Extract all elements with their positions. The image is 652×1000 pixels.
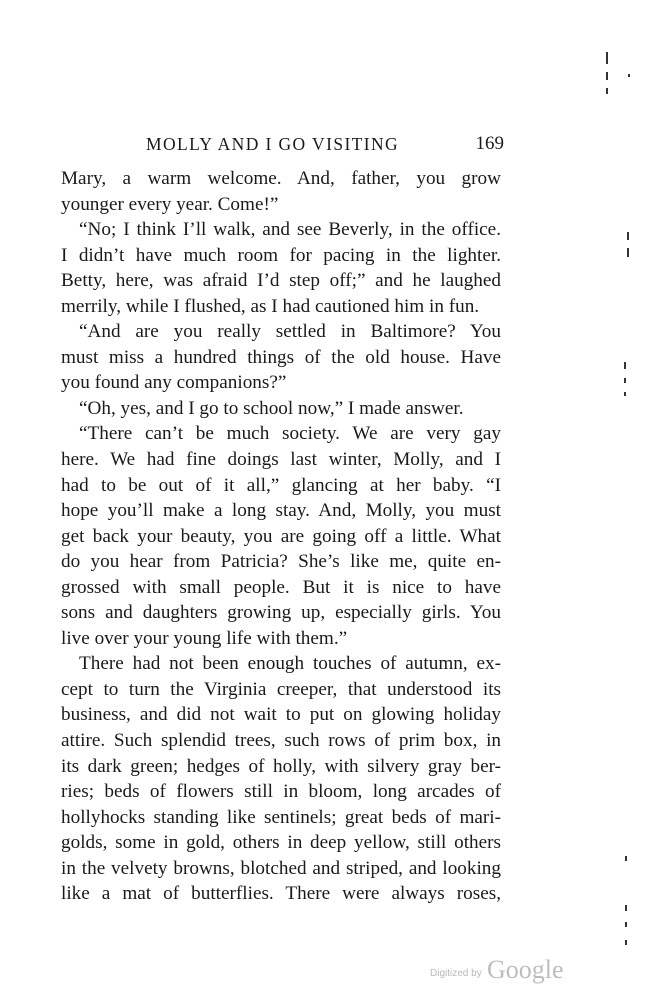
text-line: its dark green; hedges of holly, with silvery gray ber- bbox=[61, 755, 501, 777]
text-line: in the velvety browns, blotched and striped, and looking bbox=[61, 857, 501, 879]
text-line: younger every year. Come!” bbox=[61, 193, 279, 215]
body-text bbox=[61, 166, 501, 907]
text-line: There had not been enough touches of autumn, ex- bbox=[79, 653, 501, 675]
text-line: Mary, a warm welcome. And, father, you grow bbox=[61, 168, 501, 189]
page-number: 169 bbox=[475, 133, 504, 154]
text-line: hope you’ll make a long stay. And, Molly, you must bbox=[61, 500, 501, 522]
scan-edge-mark bbox=[624, 378, 626, 383]
scan-edge-mark bbox=[625, 940, 627, 945]
text-line: hollyhocks standing like sentinels; great beds of mari- bbox=[61, 806, 501, 828]
text-line: business, and did not wait to put on glowing holiday bbox=[61, 704, 501, 726]
text-line: I didn’t have much room for pacing in the lighter. bbox=[61, 244, 501, 266]
scan-edge-mark bbox=[625, 922, 627, 927]
text-line: golds, some in gold, others in deep yellow, still others bbox=[61, 832, 501, 854]
text-line: ries; beds of flowers still in bloom, long arcades of bbox=[61, 781, 501, 803]
scan-edge-mark bbox=[628, 74, 630, 77]
text-line: do you hear from Patricia? She’s like me, quite en- bbox=[61, 551, 501, 573]
scan-edge-mark bbox=[625, 856, 627, 861]
scan-edge-mark bbox=[606, 88, 608, 94]
text-line: had to be out of it all,” glancing at her baby. “I bbox=[61, 474, 501, 496]
text-line: attire. Such splendid trees, such rows of prim box, in bbox=[61, 730, 501, 752]
text-line: cept to turn the Virginia creeper, that understood its bbox=[61, 678, 501, 700]
page-header bbox=[96, 130, 504, 158]
text-line: “Oh, yes, and I go to school now,” I made answer. bbox=[79, 397, 464, 419]
running-title: MOLLY AND I GO VISITING bbox=[146, 134, 400, 154]
text-line: “There can’t be much society. We are very gay bbox=[79, 423, 501, 445]
scan-edge-mark bbox=[624, 392, 626, 396]
text-line: like a mat of butterflies. There were always roses, bbox=[61, 883, 501, 905]
scan-edge-mark bbox=[627, 248, 629, 257]
scan-edge-mark bbox=[606, 52, 608, 64]
text-line: get back your beauty, you are going off a little. What bbox=[61, 525, 501, 547]
text-line: “No; I think I’ll walk, and see Beverly, in the office. bbox=[79, 219, 501, 241]
digitized-by-google-watermark bbox=[425, 955, 575, 989]
watermark-prefix: Digitized by bbox=[430, 968, 482, 979]
text-line: you found any companions?” bbox=[61, 372, 287, 394]
scan-edge-mark bbox=[627, 232, 629, 240]
watermark-brand: Google bbox=[487, 955, 564, 984]
text-line: Betty, here, was afraid I’d step off;” and he laughed bbox=[61, 270, 501, 292]
text-line: grossed with small people. But it is nice to have bbox=[61, 576, 501, 598]
scan-edge-mark bbox=[606, 72, 608, 80]
text-line: “And are you really settled in Baltimore? You bbox=[79, 321, 501, 343]
text-line: must miss a hundred things of the old house. Have bbox=[61, 346, 501, 368]
text-line: merrily, while I flushed, as I had cautioned him in fun. bbox=[61, 295, 480, 317]
scan-edge-mark bbox=[624, 362, 626, 369]
text-line: here. We had fine doings last winter, Molly, and I bbox=[61, 449, 501, 471]
text-line: sons and daughters growing up, especially girls. You bbox=[61, 602, 501, 624]
text-line: live over your young life with them.” bbox=[61, 627, 348, 649]
scan-edge-mark bbox=[625, 905, 627, 911]
